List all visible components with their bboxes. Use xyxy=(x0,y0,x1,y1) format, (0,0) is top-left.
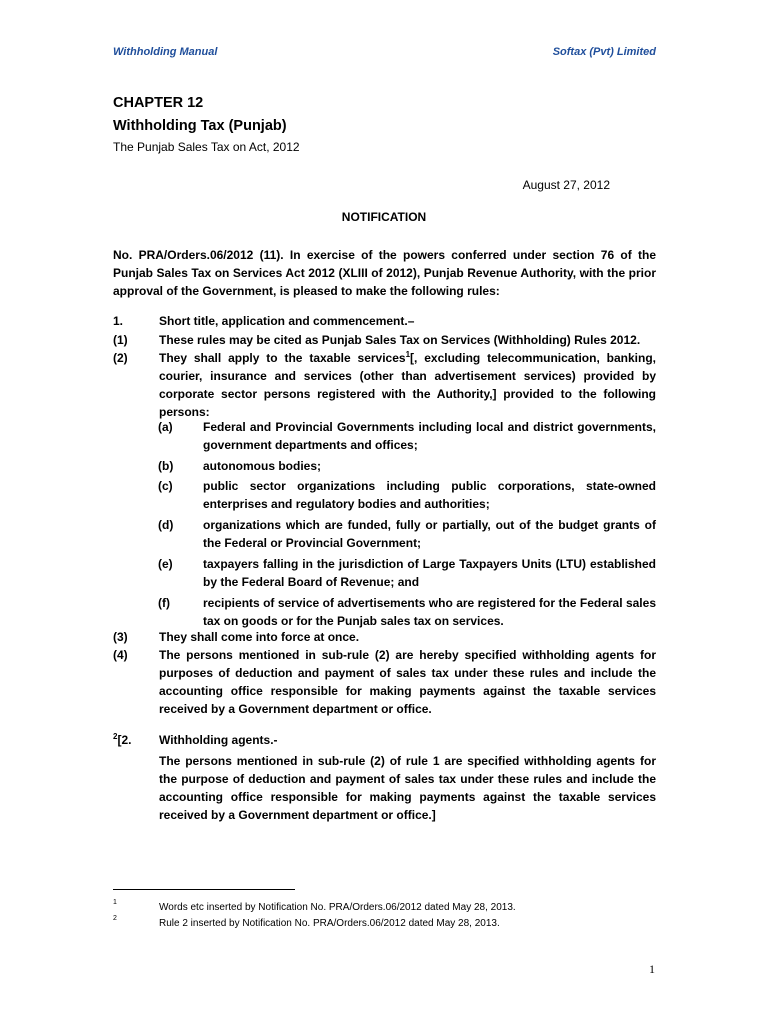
subitem-text: organizations which are funded, fully or partially, out of the budget grants of the Federal or Provincial Government; xyxy=(203,518,656,550)
subitem-text: autonomous bodies; xyxy=(203,459,321,473)
subitem-letter: (c) xyxy=(158,479,173,493)
chapter-subtitle: Withholding Tax (Punjab) xyxy=(113,118,287,134)
subitem-letter: (a) xyxy=(158,420,173,434)
footnote-text: Rule 2 inserted by Notification No. PRA/Orders.06/2012 dated May 28, 2013. xyxy=(159,918,500,929)
footnote-ref-1: 1 xyxy=(405,350,411,359)
running-header-right: Softax (Pvt) Limited xyxy=(552,46,656,58)
footnote-number: 1 xyxy=(113,899,117,906)
item-number: (4) xyxy=(113,648,128,662)
item-number: (2) xyxy=(113,351,128,365)
subitem-text: public sector organizations including public corporations, state-owned enterprises and regulatory bodies and authorities; xyxy=(203,479,656,511)
footnote-number: 2 xyxy=(113,915,117,922)
rule-2-body: The persons mentioned in sub-rule (2) of rule 1 are specified withholding agents for the purpose of deduction and payment of sales tax under these rules and include the accounting office responsible for making payments against the taxable services received by a Government department or office.] xyxy=(159,754,656,822)
subitem-letter: (e) xyxy=(158,557,173,571)
subitem-text: Federal and Provincial Governments including local and district governments, government departments and offices; xyxy=(203,420,656,452)
notification-heading: NOTIFICATION xyxy=(341,210,427,224)
footnote-separator xyxy=(113,889,295,890)
page-number: 1 xyxy=(649,962,655,976)
subitem-text: taxpayers falling in the jurisdiction of Large Taxpayers Units (LTU) established by the Federal Board of Revenue; and xyxy=(203,557,656,589)
rule-2-title: Withholding agents.- xyxy=(159,733,278,747)
intro-paragraph: No. PRA/Orders.06/2012 (11). In exercise of the powers conferred under section 76 of the Punjab Sales Tax on Services Act 2012 (XLIII of 2012), Punjab Revenue Authority, with the prior approval of the Government, is pleased to make the following rules: xyxy=(113,248,656,298)
running-header-left: Withholding Manual xyxy=(113,46,218,58)
item-text-before: They shall apply to the taxable services xyxy=(159,351,406,365)
item-text-after: [, excluding telecommunication, banking, courier, insurance and services (other than advertisement services) provided by corporate sector persons registered with the Authority,] provided to the following persons: xyxy=(159,351,656,419)
subitem-letter: (d) xyxy=(158,518,174,532)
notification-date: August 27, 2012 xyxy=(522,178,610,192)
rule-1-title: Short title, application and commencement.– xyxy=(159,314,415,328)
subitem-letter: (f) xyxy=(158,596,170,610)
item-text: These rules may be cited as Punjab Sales Tax on Services (Withholding) Rules 2012. xyxy=(159,333,641,347)
subitem-text: recipients of service of advertisements who are registered for the Federal sales tax on goods or for the Punjab sales tax on services. xyxy=(203,596,656,628)
item-text xyxy=(159,349,656,421)
item-text: The persons mentioned in sub-rule (2) are hereby specified withholding agents for purposes of deduction and payment of sales tax under these rules and include the accounting office responsible for making payments against the taxable services received by a Government department or office. xyxy=(159,648,656,716)
footnote-text: Words etc inserted by Notification No. PRA/Orders.06/2012 dated May 28, 2013. xyxy=(159,902,516,913)
chapter-heading: CHAPTER 12 xyxy=(113,95,204,111)
rule-1-number: 1. xyxy=(113,314,124,328)
subitem-letter: (b) xyxy=(158,459,174,473)
item-number: (3) xyxy=(113,630,128,644)
rule-2-number-text: [2. xyxy=(117,733,132,747)
rule-2-number xyxy=(113,733,131,747)
act-title: The Punjab Sales Tax on Act, 2012 xyxy=(113,140,300,154)
footnote-ref-2: 2 xyxy=(113,732,118,741)
item-number: (1) xyxy=(113,333,128,347)
item-text: They shall come into force at once. xyxy=(159,630,360,644)
